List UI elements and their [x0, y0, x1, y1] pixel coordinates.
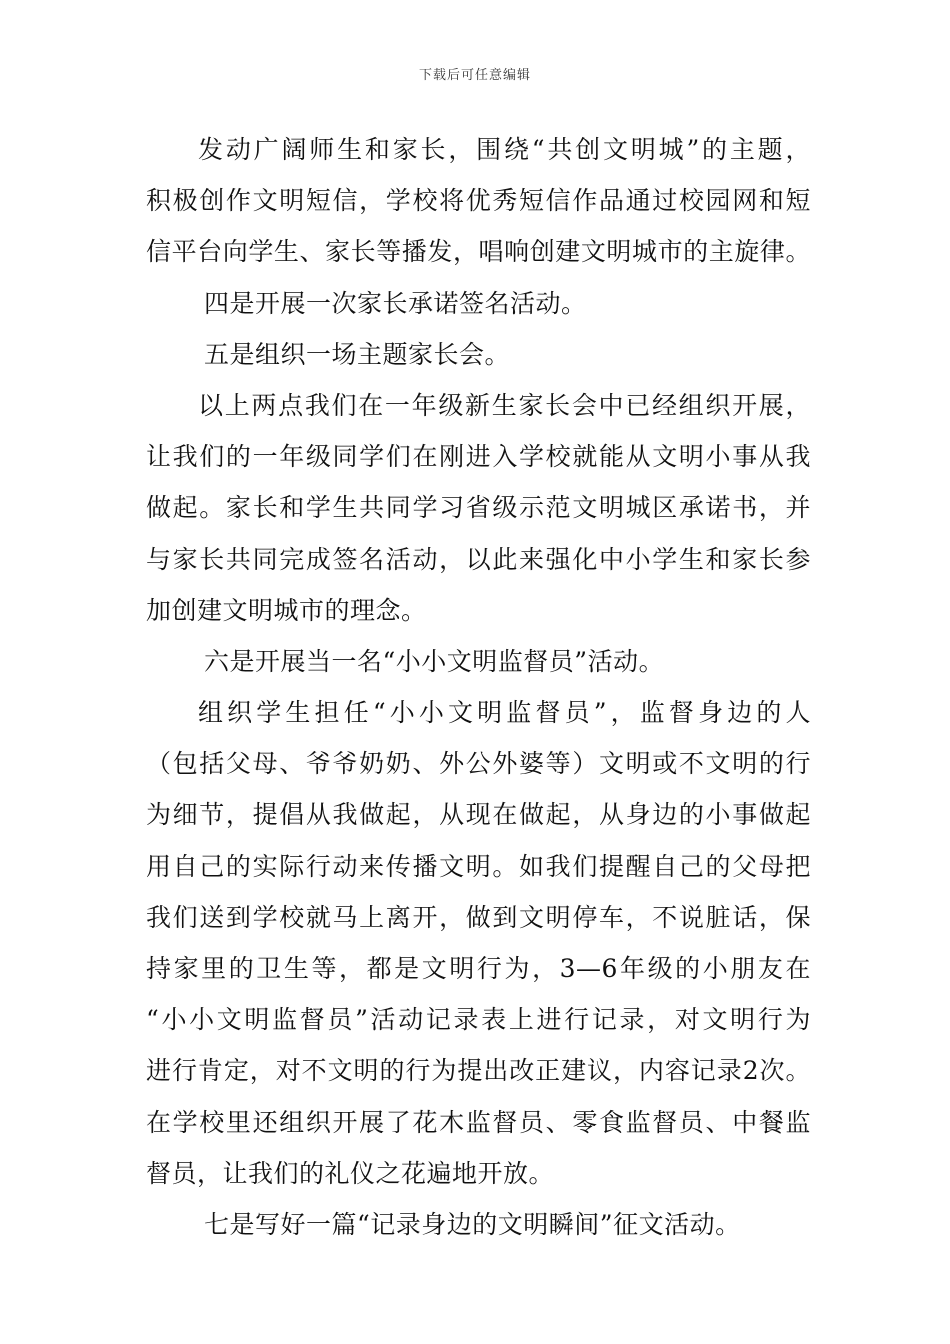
text-line: 五是组织一场主题家长会。	[204, 339, 511, 369]
text-line: 六是开展当一名“小小文明监督员”活动。	[204, 646, 665, 676]
text-line: 督员，让我们的礼仪之花遍地开放。	[146, 1158, 555, 1188]
text-line: 发动广阔师生和家长，围绕“共创文明城”的主题，	[198, 135, 811, 164]
text-line: 做起。家长和学生共同学习省级示范文明城区承诺书，并	[146, 493, 811, 523]
text-line: 用自己的实际行动来传播文明。如我们提醒自己的父母把	[146, 851, 811, 881]
text-line: 四是开展一次家长承诺签名活动。	[204, 288, 587, 318]
text-line: 积极创作文明短信，学校将优秀短信作品通过校园网和短	[146, 186, 811, 216]
text-line: 以上两点我们在一年级新生家长会中已经组织开展，	[198, 390, 811, 420]
text-line: 信平台向学生、家长等播发，唱响创建文明城市的主旋律。	[146, 237, 811, 267]
page-header: 下载后可任意编辑	[418, 68, 531, 83]
text-line: 进行肯定，对不文明的行为提出改正建议，内容记录2次。	[146, 1056, 811, 1086]
text-line: 我们送到学校就马上离开，做到文明停车，不说脏话，保	[146, 902, 811, 932]
text-line: 让我们的一年级同学们在刚进入学校就能从文明小事从我	[146, 442, 811, 472]
text-line: 七是写好一篇“记录身边的文明瞬间”征文活动。	[204, 1209, 741, 1239]
document-body	[146, 124, 811, 1250]
text-line: 组织学生担任“小小文明监督员”，监督身边的人	[198, 698, 811, 728]
text-line: （包括父母、爷爷奶奶、外公外婆等）文明或不文明的行	[146, 749, 811, 779]
text-line: 为细节，提倡从我做起，从现在做起，从身边的小事做起	[146, 800, 811, 830]
text-line: 与家长共同完成签名活动，以此来强化中小学生和家长参	[146, 544, 811, 574]
text-line: 加创建文明城市的理念。	[146, 595, 427, 625]
text-line: 在学校里还组织开展了花木监督员、零食监督员、中餐监	[146, 1107, 811, 1137]
text-line: 持家里的卫生等，都是文明行为，3—6年级的小朋友在	[146, 954, 811, 983]
text-line: “小小文明监督员”活动记录表上进行记录，对文明行为	[146, 1005, 811, 1035]
